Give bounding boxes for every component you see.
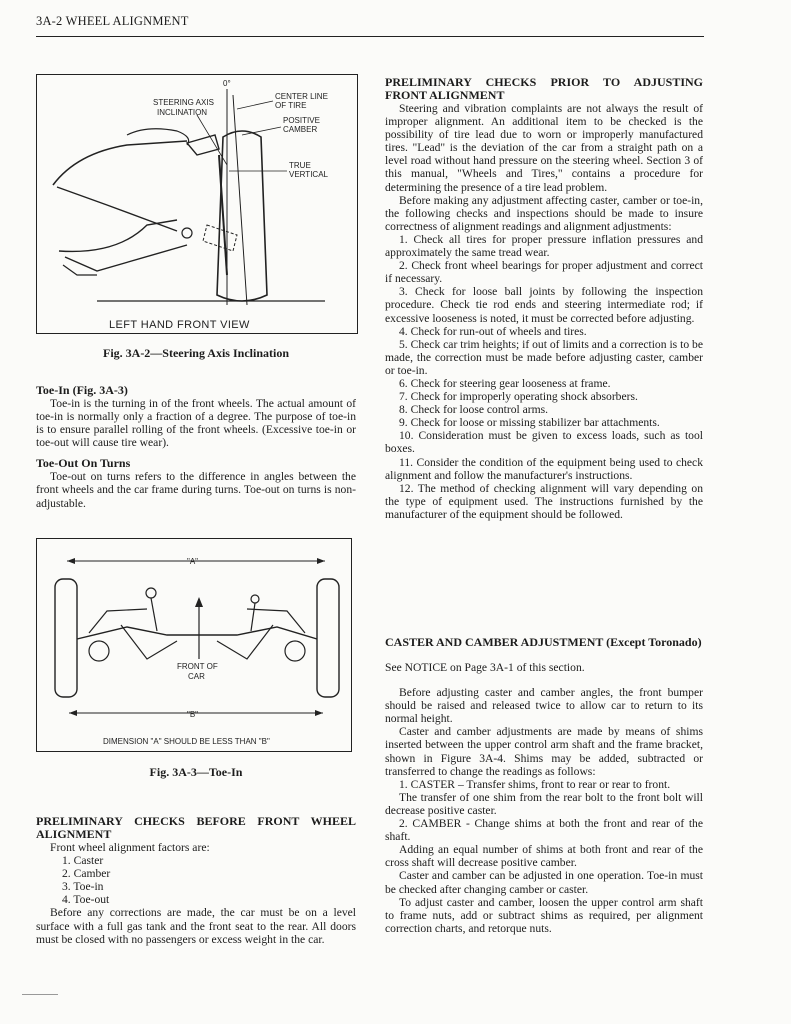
figure-steering-axis: [36, 74, 358, 334]
footer-mark: [22, 994, 58, 995]
fig2-inclination-label: INCLINATION: [157, 108, 208, 117]
adjustments-made-text: Caster and camber adjustments are made by means of shims inserted between the upper control arm shaft and the frame bracket, shown in Figure 3A-4. Shims may be added, subtracted or transferred to change the readings as follows:: [385, 725, 703, 778]
fig3-front-of-label: FRONT OF: [177, 662, 218, 671]
fig2-caption: Fig. 3A-2—Steering Axis Inclination: [102, 346, 289, 360]
fig2-camber-label: CAMBER: [283, 125, 318, 134]
factor-item: 4. Toe-out: [62, 893, 110, 907]
fig2-vertical-label: VERTICAL: [289, 170, 328, 179]
factor-item: 3. Toe-in: [62, 880, 104, 894]
toe-out-text: Toe-out on turns refers to the difference in angles between the front wheels and the car frame during turns. Toe-out on turns is non-adjustable.: [36, 470, 356, 510]
page-header: 3A-2 WHEEL ALIGNMENT: [36, 14, 189, 28]
figure-toe-in: [36, 538, 352, 752]
caster-item: 1. CASTER – Transfer shims, front to rear or rear to front.: [399, 777, 671, 791]
check-item: 5. Check car trim heights; if out of limits and a correction is to be made, the correction must be made before adjusting caster, camber or toe-in.: [385, 337, 703, 377]
toe-in-text: Toe-in is the turning in of the front wheels. The actual amount of toe-in is normally only a fraction of a degree. The purpose of toe-in is to ensure parallel rolling of the front wheels. (Excessive toe-in or toe-out will cause tire wear).: [36, 397, 356, 450]
fig2-true-label: TRUE: [289, 161, 311, 170]
fig3-car-label: CAR: [188, 672, 205, 681]
camber-item: 2. CAMBER - Change shims at both the front and rear of the shaft.: [385, 817, 703, 844]
before-corrections-text: Before any corrections are made, the car must be on a level surface with a full gas tank and the front seat to the rear. All doors must be closed with no passengers or excess weight in the car.: [36, 906, 356, 946]
fig3-caption: Fig. 3A-3—Toe-In: [149, 765, 243, 779]
header-rule: [36, 36, 704, 37]
prelim-before-heading: PRELIMINARY CHECKS BEFORE FRONT WHEEL ALIGNMENT: [36, 814, 356, 841]
fig2-steering-axis-label: STEERING AXIS: [153, 98, 214, 107]
prelim-prior-heading: PRELIMINARY CHECKS PRIOR TO ADJUSTING FRONT ALIGNMENT: [385, 75, 703, 102]
factor-item: 2. Camber: [62, 867, 111, 881]
check-item: 7. Check for improperly operating shock absorbers.: [399, 390, 638, 404]
factor-item: 1. Caster: [62, 854, 104, 868]
right-column-lower: [385, 636, 703, 935]
factors-intro: Front wheel alignment factors are:: [50, 841, 210, 854]
check-item: 3. Check for loose ball joints by following the inspection procedure. Check tie rod ends and steering intermediate rod; if excessive looseness is noted, it must be corrected before adjusting.: [385, 285, 703, 325]
right-column-upper: [385, 76, 703, 521]
to-adjust-text: To adjust caster and camber, loosen the upper control arm shaft to frame nuts, add or subtract shims as required, per alignment correction charts, and retorque nuts.: [385, 895, 703, 935]
check-item: 11. Consider the condition of the equipment being used to check alignment and follow the manufacturer's instructions.: [385, 455, 703, 482]
adding-shims-text: Adding an equal number of shims at both front and rear of the cross shaft will decrease positive camber.: [385, 843, 703, 870]
check-item: 12. The method of checking alignment will vary depending on the type of equipment used. The instructions furnished by the manufacturer of the equipment should be followed.: [385, 481, 703, 521]
before-making-text: Before making any adjustment affecting caster, camber or toe-in, the following checks and inspections should be made to insure correctness of alignment readings and alignment adjustments:: [385, 193, 703, 233]
fig2-zero-label: 0°: [223, 79, 231, 88]
steering-axis-diagram: [37, 75, 357, 333]
fig2-of-tire-label: OF TIRE: [275, 101, 307, 110]
left-column-lower: [36, 815, 356, 946]
toe-in-diagram: [37, 539, 351, 751]
fig2-positive-label: POSITIVE: [283, 116, 320, 125]
left-column-upper: [36, 384, 356, 510]
transfer-text: The transfer of one shim from the rear bolt to the front bolt will decrease positive caster.: [385, 790, 703, 817]
fig3-b-label: "B": [187, 710, 199, 719]
fig2-left-hand-front-view-label: LEFT HAND FRONT VIEW: [109, 319, 250, 331]
check-item: 10. Consideration must be given to excess loads, such as tool boxes.: [385, 429, 703, 456]
one-operation-text: Caster and camber can be adjusted in one operation. Toe-in must be checked after changing camber or caster.: [385, 869, 703, 896]
fig2-center-line-label: CENTER LINE: [275, 92, 328, 101]
caster-camber-heading: CASTER AND CAMBER ADJUSTMENT (Except Toronado): [385, 635, 702, 649]
toe-in-heading: Toe-In (Fig. 3A-3): [36, 383, 128, 397]
check-item: 2. Check front wheel bearings for proper adjustment and correct if necessary.: [385, 259, 703, 286]
check-item: 9. Check for loose or missing stabilizer bar attachments.: [399, 416, 660, 430]
notice-text: See NOTICE on Page 3A-1 of this section.: [385, 661, 585, 674]
check-item: 4. Check for run-out of wheels and tires.: [399, 324, 587, 338]
check-item: 1. Check all tires for proper pressure inflation pressures and approximately the same tread wear.: [385, 232, 703, 260]
check-item: 8. Check for loose control arms.: [399, 403, 549, 417]
before-adjusting-text: Before adjusting caster and camber angles, the front bumper should be raised and released twice to allow car to return to its normal height.: [385, 686, 703, 726]
check-item: 6. Check for steering gear looseness at frame.: [399, 376, 611, 390]
fig3-a-label: "A": [187, 557, 199, 566]
toe-out-heading: Toe-Out On Turns: [36, 456, 131, 471]
steering-complaints-text: Steering and vibration complaints are not always the result of improper alignment. An additional item to be checked is the possibility of tire lead due to worn or improperly manufactured tires. "Lead" is the deviation of the car from a straight path on a level road without hand pressure on the steering wheel. Section 3 of this manual, "Wheels and Tires," contains a procedure for determining the presence of a tire lead problem.: [385, 102, 703, 194]
fig3-dimension-note: DIMENSION "A" SHOULD BE LESS THAN "B": [103, 737, 270, 746]
